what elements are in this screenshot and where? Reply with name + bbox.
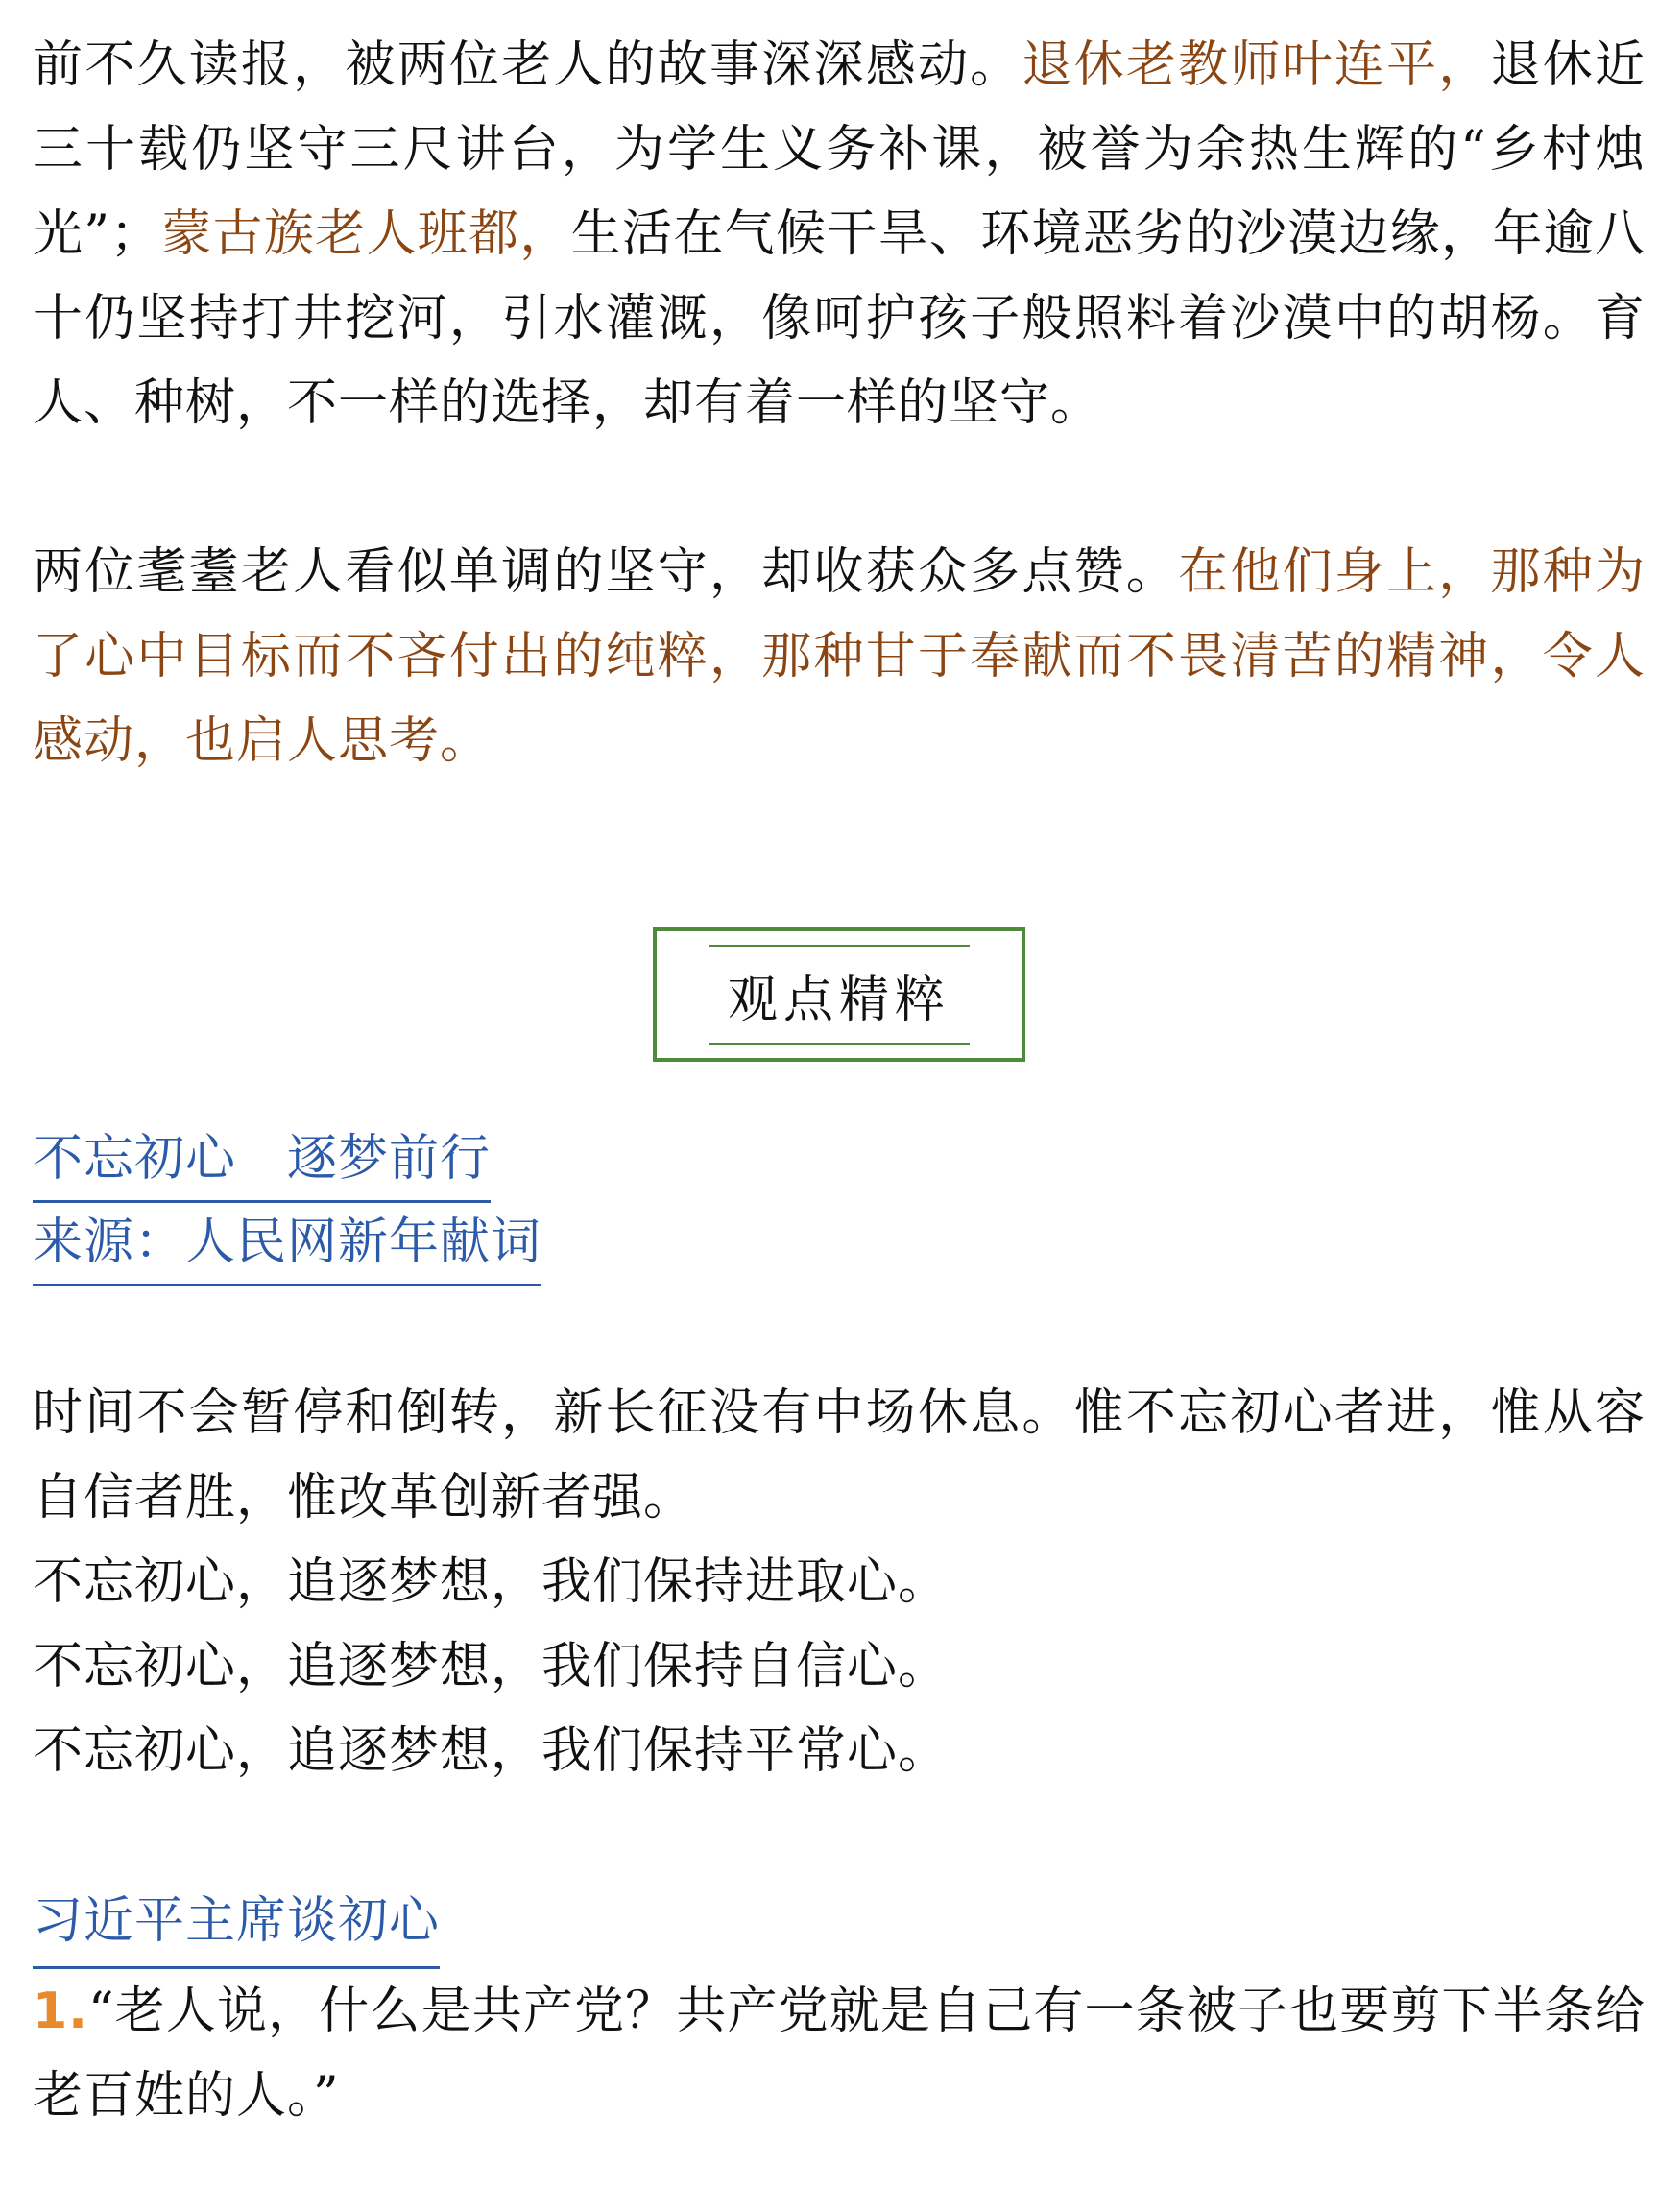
article-1-line-1: 时间不会暂停和倒转，新长征没有中场休息。惟不忘初心者进，惟从容自信者胜，惟改革创新者强。: [33, 1384, 1646, 1527]
paragraph-1: [33, 23, 1646, 445]
article-1-header: [33, 1119, 1646, 1286]
section-title-box: [653, 927, 1025, 1062]
article-2-title-link[interactable]: 习近平主席谈初心: [33, 1878, 440, 1969]
paragraph-2-text-a: 两位耄耋老人看似单调的坚守，却收获众多点赞。: [33, 543, 1179, 601]
article-1-body: [33, 1371, 1646, 1793]
paragraph-2: [33, 530, 1646, 783]
title-rule-top: [709, 945, 970, 947]
section-title: 观点精粹: [727, 971, 950, 1029]
paragraph-1-text-a: 前不久读报，被两位老人的故事深深感动。: [33, 36, 1022, 94]
article-1-title-link[interactable]: 不忘初心 逐梦前行: [33, 1119, 491, 1203]
article-2-item-1-text: “老人说，什么是共产党？共产党就是自己有一条被子也要剪下半条给老百姓的人。”: [33, 1983, 1646, 2125]
paragraph-1-text-c: 生活在气候干旱、环境恶劣的沙漠边缘，年逾八十仍坚持打井挖河，引水灌溉，像呵护孩子般照料着沙漠中的胡杨。育人、种树，不一样的选择，却有着一样的坚守。: [33, 205, 1646, 432]
article-1-source-link[interactable]: 来源：人民网新年献词: [33, 1203, 541, 1286]
article-1-line-2: 不忘初心，追逐梦想，我们保持进取心。: [33, 1553, 950, 1611]
article-1-line-4: 不忘初心，追逐梦想，我们保持平常心。: [33, 1722, 950, 1780]
highlight-ban-du: 蒙古族老人班都，: [160, 205, 571, 263]
paragraph-2-highlight: 在他们身上，那种为了心中目标而不吝付出的纯粹，那种甘于奉献而不畏清苦的精神，令人感动，也启人思考。: [33, 543, 1646, 770]
title-rule-bottom: [709, 1043, 970, 1045]
section-title-wrap: [33, 927, 1646, 1062]
paragraph-1-text-b: 退休近三十载仍坚守三尺讲台，为学生义务补课，被誉为余热生辉的“乡村烛光”；: [33, 36, 1646, 263]
article-2-item-1: [33, 1969, 1646, 2138]
article-2: [33, 1878, 1646, 2138]
item-number: 1.: [33, 1983, 88, 2040]
article-1-line-3: 不忘初心，追逐梦想，我们保持自信心。: [33, 1638, 950, 1695]
article-page: [33, 23, 1646, 2138]
highlight-ye-lianping: 退休老教师叶连平，: [1022, 36, 1491, 94]
